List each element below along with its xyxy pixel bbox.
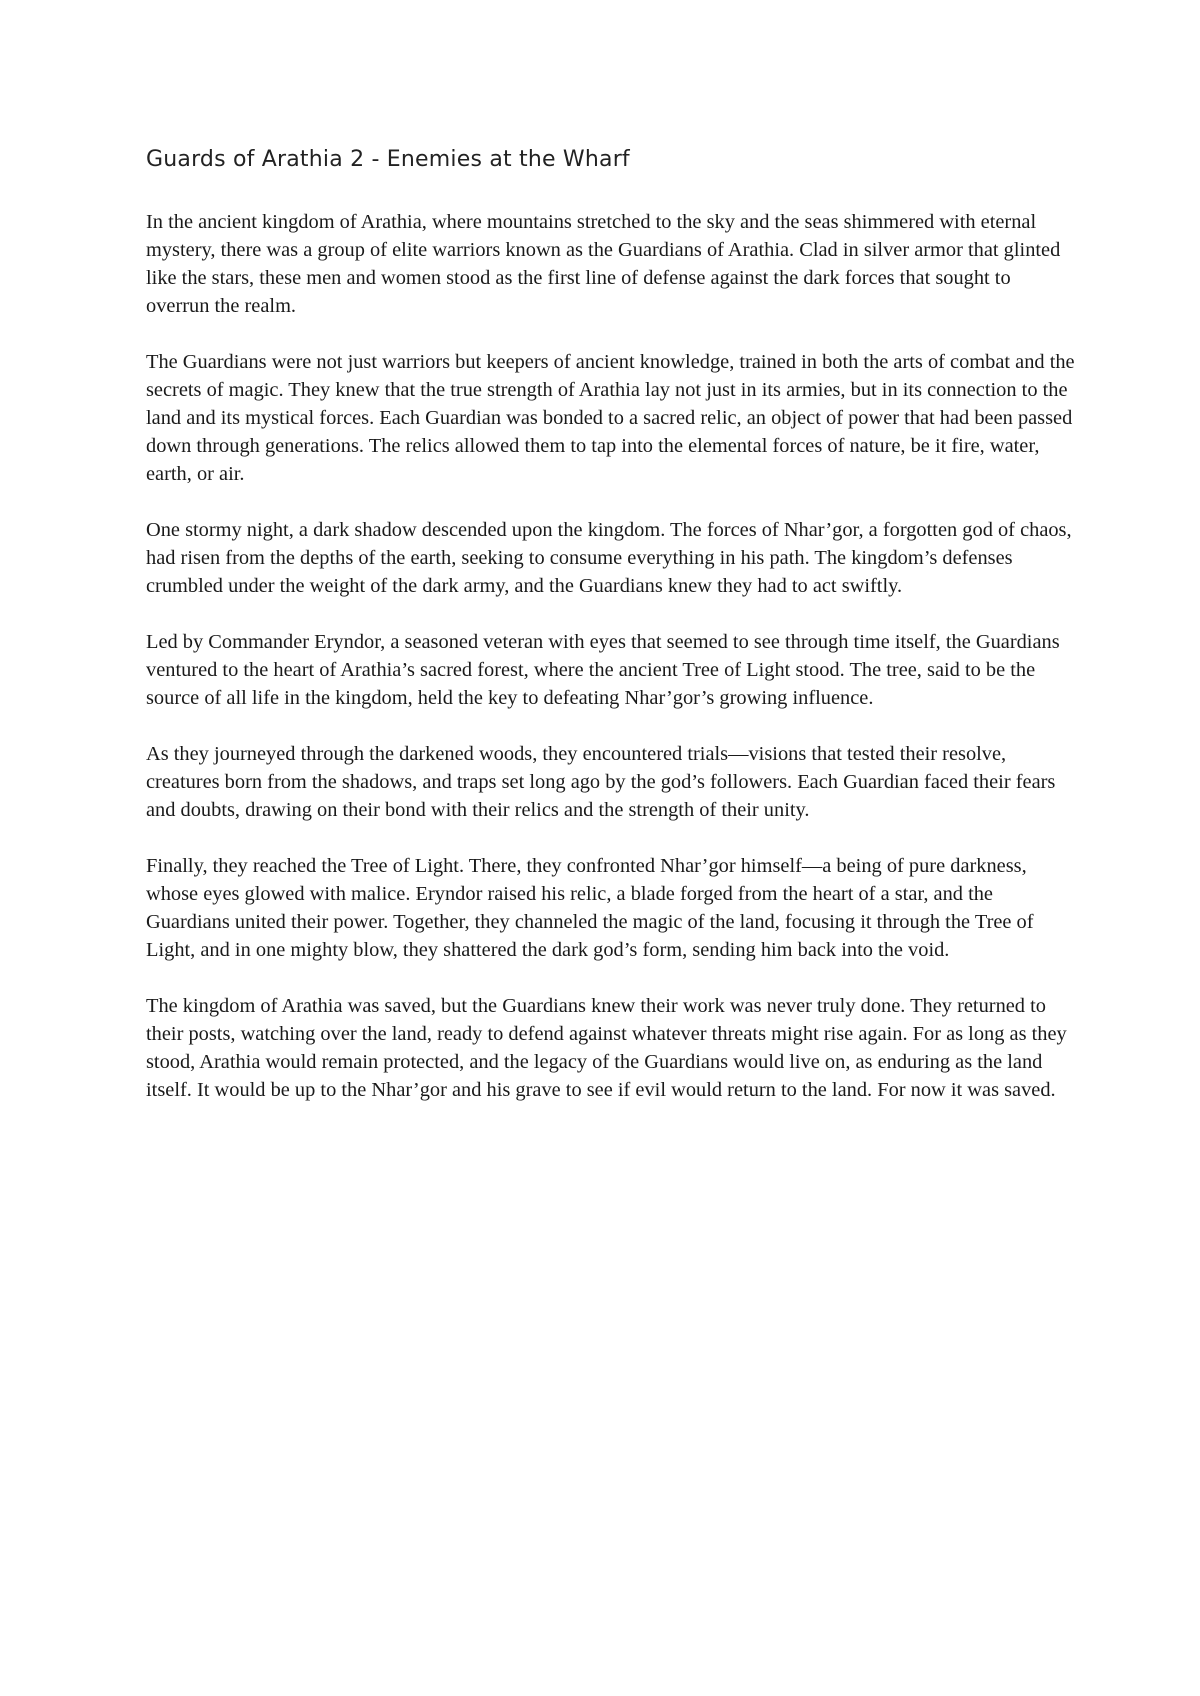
document-title: Guards of Arathia 2 - Enemies at the Wharf bbox=[146, 147, 630, 172]
paragraph-4: Led by Commander Eryndor, a seasoned veteran with eyes that seemed to see through time itself, the Guardians ventured to the heart of Arathia’s sacred forest, where the ancient Tree of Light stood. The tree, said to be the source of all life in the kingdom, held the key to defeating Nhar’gor’s growing influence. bbox=[146, 631, 1060, 709]
paragraph-3: One stormy night, a dark shadow descended upon the kingdom. The forces of Nhar’gor, a forgotten god of chaos, had risen from the depths of the earth, seeking to consume everything in his path. The kingdom’s defenses crumbled under the weight of the dark army, and the Guardians knew they had to act swiftly. bbox=[146, 519, 1072, 597]
paragraph-2: The Guardians were not just warriors but keepers of ancient knowledge, trained in both the arts of combat and the secrets of magic. They knew that the true strength of Arathia lay not just in its armies, but in its connection to the land and its mystical forces. Each Guardian was bonded to a sacred relic, an object of power that had been passed down through generations. The relics allowed them to tap into the elemental forces of nature, be it fire, water, earth, or air. bbox=[146, 351, 1075, 485]
paragraph-5: As they journeyed through the darkened woods, they encountered trials—visions that tested their resolve, creatures born from the shadows, and traps set long ago by the god’s followers. Each Guardian faced their fears and doubts, drawing on their bond with their relics and the strength of their unity. bbox=[146, 743, 1056, 821]
document-body bbox=[146, 142, 1076, 1132]
paragraph-1: In the ancient kingdom of Arathia, where mountains stretched to the sky and the seas shimmered with eternal mystery, there was a group of elite warriors known as the Guardians of Arathia. Clad in silver armor that glinted like the stars, these men and women stood as the first line of defense against the dark forces that sought to overrun the realm. bbox=[146, 211, 1061, 317]
paragraph-6: Finally, they reached the Tree of Light. There, they confronted Nhar’gor himself—a being of pure darkness, whose eyes glowed with malice. Eryndor raised his relic, a blade forged from the heart of a star, and the Guardians united their power. Together, they channeled the magic of the land, focusing it through the Tree of Light, and in one mighty blow, they shattered the dark god’s form, sending him back into the void. bbox=[146, 855, 1034, 961]
paragraph-7: The kingdom of Arathia was saved, but the Guardians knew their work was never truly done. They returned to their posts, watching over the land, ready to defend against whatever threats might rise again. For as long as they stood, Arathia would remain protected, and the legacy of the Guardians would live on, as enduring as the land itself. It would be up to the Nhar’gor and his grave to see if evil would return to the land. For now it was saved. bbox=[146, 995, 1067, 1101]
